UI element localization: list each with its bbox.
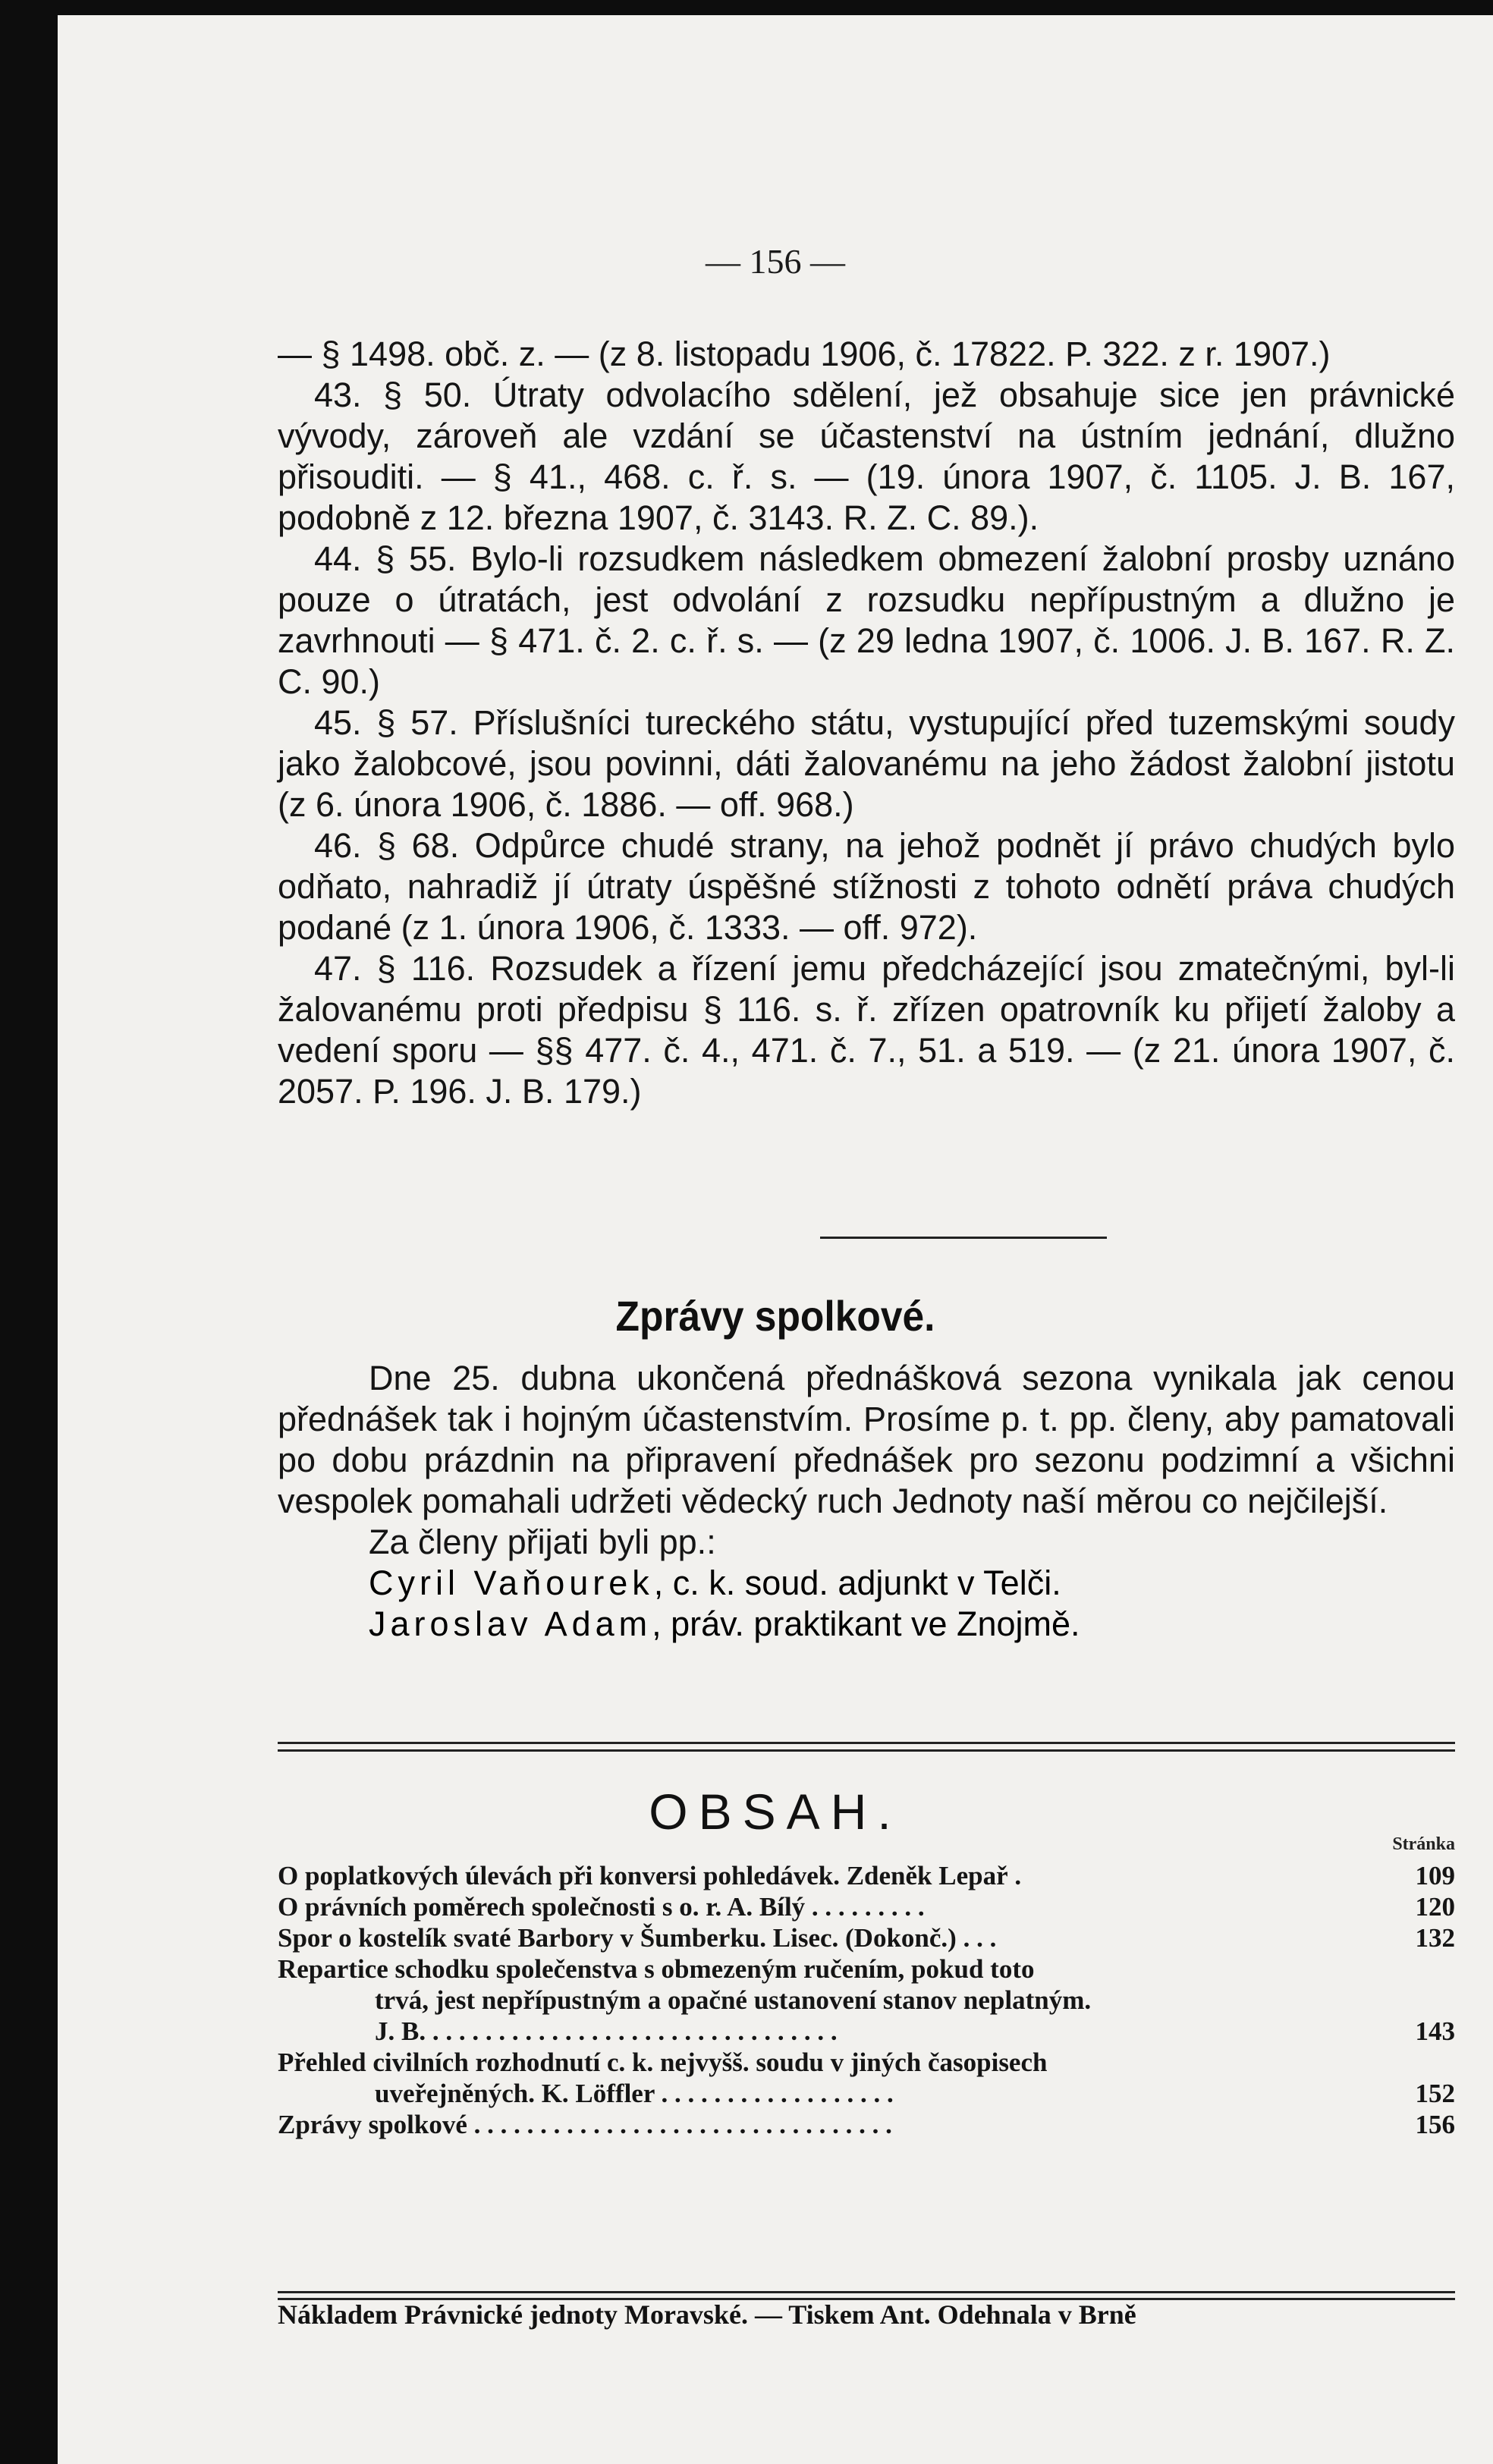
- double-rule: [278, 1742, 1455, 1752]
- toc-entry-page: 132: [1415, 1923, 1455, 1953]
- toc-entry-page: 156: [1415, 2110, 1455, 2139]
- toc-entry: [278, 2047, 1455, 2109]
- document-page: [58, 15, 1493, 2464]
- members-intro: Za členy přijati byli pp.:: [369, 1523, 716, 1561]
- toc-page-header: Stránka: [1392, 1834, 1455, 1854]
- toc-entry-line: J. B. . . . . . . . . . . . . . . . . . . . . . . . . . . . . . . .: [375, 2016, 838, 2046]
- toc-entry-title: Zprávy spolkové . . . . . . . . . . . . . . . . . . . . . . . . . . . . . . . .: [278, 2110, 892, 2139]
- member-role: , práv. praktikant ve Znojmě.: [652, 1604, 1080, 1643]
- news-heading: Zprávy spolkové.: [615, 1292, 935, 1340]
- member-name: Cyril Vaňourek: [369, 1564, 654, 1602]
- decision-paragraph: 43. § 50. Útraty odvolacího sdělení, jež obsahuje sice jen právnické vývody, zároveň ale vzdání se účastenství na ústním jednání, dlužno přisouditi. — § 41., 468. c. ř. s. — (19. února 1907, č. 1105. J. B. 167, podobně z 12. března 1907, č. 3143. R. Z. C. 89.).: [278, 376, 1455, 537]
- decision-paragraph: 46. § 68. Odpůrce chudé strany, na jehož podnět jí právo chudých bylo odňato, nahradiž jí útraty úspěšné stížnosti z tohoto odnětí práva chudých podané (z 1. února 1906, č. 1333. — off. 972).: [278, 826, 1455, 947]
- news-section: [278, 1358, 1455, 1645]
- toc-entry: [278, 2109, 1455, 2140]
- member-role: , c. k. soud. adjunkt v Telči.: [653, 1564, 1061, 1602]
- section-divider: [820, 1237, 1107, 1239]
- member-entry: [278, 1604, 1455, 1645]
- imprint: Nákladem Právnické jednoty Moravské. — Tiskem Ant. Odehnala v Brně: [278, 2299, 1136, 2330]
- toc-entry-line: Repartice schodku společenstva s obmezeným ručením, pokud toto: [278, 1954, 1035, 1984]
- toc-entry-title: Spor o kostelík svaté Barbory v Šumberku. Lisec. (Dokonč.) . . .: [278, 1923, 997, 1953]
- toc-entry-title: O právních poměrech společnosti s o. r. A. Bílý . . . . . . . . .: [278, 1892, 925, 1922]
- toc-entry: [278, 1860, 1455, 1891]
- toc-entry-line: uveřejněných. K. Löffler . . . . . . . . . . . . . . . . . .: [375, 2079, 894, 2108]
- member-name: Jaroslav Adam: [369, 1604, 652, 1643]
- toc-entry: [278, 1891, 1455, 1922]
- toc-entry-title: [278, 2047, 1396, 2109]
- table-of-contents: [278, 1860, 1455, 2140]
- toc-entry: [278, 1953, 1455, 2047]
- decision-paragraph: 44. § 55. Bylo-li rozsudkem následkem obmezení žalobní prosby uznáno pouze o útratách, jest odvolání z rozsudku nepřípustným a dlužno je zavrhnouti — § 471. č. 2. c. ř. s. — (z 29 ledna 1907, č. 1006. J. B. 167. R. Z. C. 90.): [278, 539, 1455, 701]
- toc-entry-page: 152: [1415, 2079, 1455, 2108]
- members-list: [278, 1563, 1455, 1645]
- toc-title: OBSAH.: [649, 1784, 902, 1840]
- decision-paragraph: 45. § 57. Příslušníci tureckého státu, vystupující před tuzemskými soudy jako žalobcové, jsou povinni, dáti žalovanému na jeho žádost žalobní jistotu (z 6. února 1906, č. 1886. — off. 968.): [278, 703, 1455, 824]
- page-number: — 156 —: [706, 242, 845, 281]
- member-entry: [278, 1563, 1455, 1604]
- decision-paragraph: 47. § 116. Rozsudek a řízení jemu předcházející jsou zmatečnými, byl-li žalovanému proti předpisu § 116. s. ř. zřízen opatrovník ku přijetí žaloby a vedení sporu — §§ 477. č. 4., 471. č. 7., 51. a 519. — (z 21. února 1907, č. 2057. P. 196. J. B. 179.): [278, 949, 1455, 1111]
- toc-entry-page: 143: [1415, 2016, 1455, 2046]
- decision-paragraph: — § 1498. obč. z. — (z 8. listopadu 1906, č. 17822. P. 322. z r. 1907.): [278, 335, 1331, 373]
- toc-entry-page: 109: [1415, 1861, 1455, 1890]
- toc-entry-title: [278, 1953, 1396, 2047]
- toc-entry-line: trvá, jest nepřípustným a opačné ustanovení stanov neplatným.: [375, 1985, 1092, 2015]
- toc-entry-title: O poplatkových úlevách při konversi pohledávek. Zdeněk Lepař .: [278, 1861, 1022, 1890]
- news-paragraph: Dne 25. dubna ukončená přednášková sezona vynikala jak cenou přednášek tak i hojným účastenstvím. Prosíme p. t. pp. členy, aby pamatovali po dobu prázdnin na připravení přednášek pro sezonu podzimní a všichni vespolek pomahali udržeti vědecký ruch Jednoty naší měrou co nejčilejší.: [278, 1359, 1455, 1520]
- toc-entry-page: 120: [1415, 1892, 1455, 1922]
- court-decisions: [278, 334, 1455, 1112]
- toc-entry: [278, 1922, 1455, 1953]
- toc-entry-line: Přehled civilních rozhodnutí c. k. nejvyšš. soudu v jiných časopisech: [278, 2048, 1048, 2077]
